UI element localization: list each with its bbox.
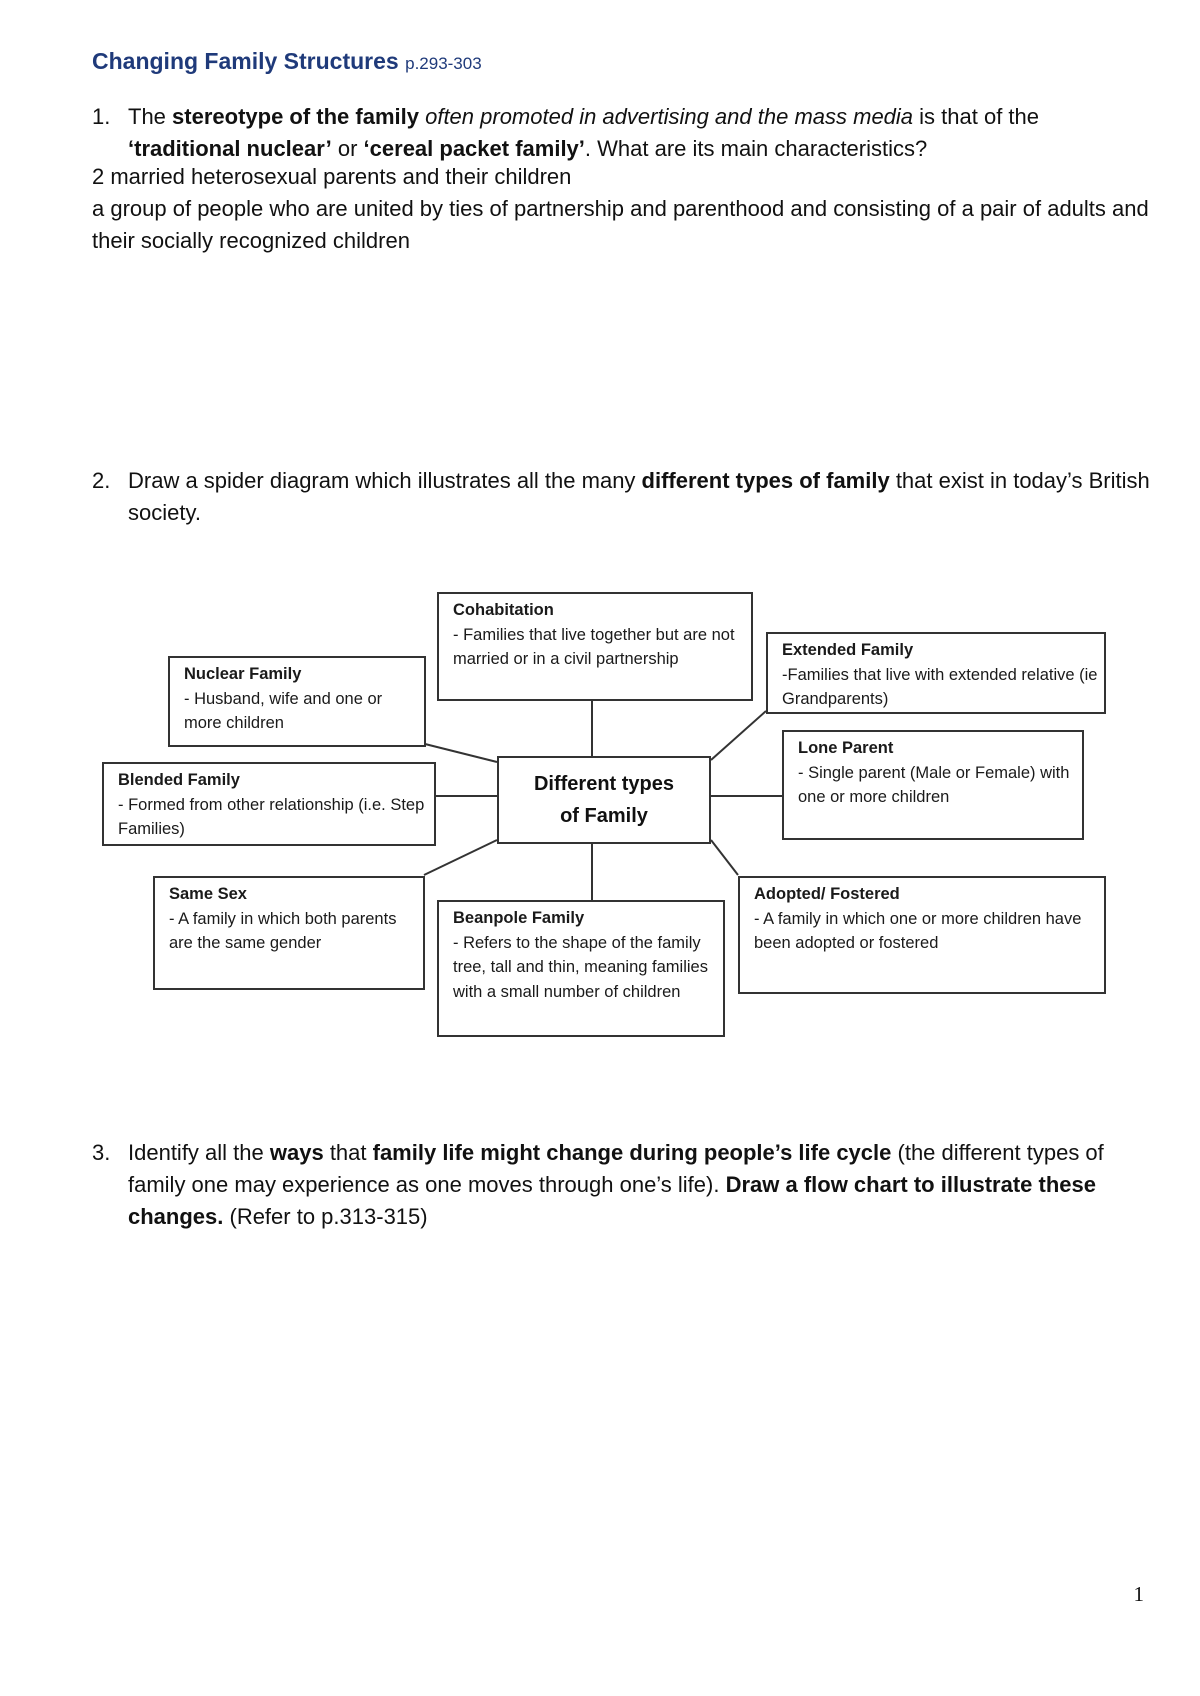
center-line: of Family xyxy=(560,805,648,827)
node-title: Blended Family xyxy=(118,771,240,789)
node-extended-family xyxy=(766,632,1106,714)
node-text: - Single parent (Male or Female) with one or more children xyxy=(798,763,1070,806)
text-run: (the different types of family one may experience as one moves through one’s life). xyxy=(128,1140,1104,1197)
node-blended-family xyxy=(102,762,436,846)
title-text: Changing Family Structures xyxy=(92,48,399,74)
node-title: Same Sex xyxy=(169,885,247,903)
node-title: Beanpole Family xyxy=(453,909,585,927)
question-number: 2. xyxy=(92,468,111,493)
node-text: - Refers to the shape of the family tree, tall and thin, meaning families with a small number of children xyxy=(453,933,708,1001)
text-run: Draw a spider diagram which illustrates all the many xyxy=(128,468,642,493)
text-run: that xyxy=(323,1140,373,1165)
node-text: - Formed from other relationship (i.e. Step Families) xyxy=(118,795,425,838)
question-3 xyxy=(92,1137,1152,1233)
center-line: Different types xyxy=(533,773,675,795)
bold-run: ways xyxy=(269,1140,324,1165)
italic-run: often promoted in advertising and the mass media xyxy=(418,104,914,129)
answer-line: 2 married heterosexual parents and their children xyxy=(92,164,572,189)
title-pages: p.293-303 xyxy=(405,54,482,73)
connector-adopted xyxy=(711,840,738,875)
node-title: Extended Family xyxy=(782,641,914,659)
answer-line: a group of people who are united by ties of partnership and parenthood and consisting of a pair of adults and their socially recognized children xyxy=(92,196,1149,253)
node-nuclear-family xyxy=(168,656,426,747)
node-title: Lone Parent xyxy=(798,739,894,757)
question-number: 3. xyxy=(92,1140,111,1165)
connector-extended xyxy=(711,711,766,760)
diagram-center-node xyxy=(497,756,711,844)
text-run: that exist in today’s British society. xyxy=(128,468,1150,525)
page-number: 1 xyxy=(1133,1582,1144,1606)
node-text: - Husband, wife and one or more children xyxy=(184,689,383,732)
bold-run: ‘traditional nuclear’ xyxy=(128,136,332,161)
node-beanpole-family xyxy=(437,900,725,1037)
node-title: Nuclear Family xyxy=(184,665,302,683)
question-number: 1. xyxy=(92,104,111,129)
text-run: (Refer to p.313-315) xyxy=(223,1204,428,1229)
text-run: . What are its main characteristics? xyxy=(584,136,928,161)
node-text: - A family in which both parents are the same gender xyxy=(169,909,397,952)
node-text: - A family in which one or more children have been adopted or fostered xyxy=(754,909,1082,952)
node-same-sex xyxy=(153,876,425,990)
node-title: Cohabitation xyxy=(453,601,554,619)
node-text: -Families that live with extended relative (ie Grandparents) xyxy=(782,665,1098,708)
bold-run: Draw a flow chart to illustrate these changes. xyxy=(128,1172,1097,1229)
text-run: is that of the xyxy=(913,104,1040,129)
bold-run: ‘cereal packet family’ xyxy=(363,136,585,161)
node-text: - Families that live together but are not married or in a civil partnership xyxy=(453,625,735,668)
text-run: The xyxy=(128,104,173,129)
bold-run: family life might change during people’s life cycle xyxy=(372,1140,892,1165)
text-run: or xyxy=(331,136,364,161)
node-title: Adopted/ Fostered xyxy=(754,885,900,903)
node-adopted-fostered xyxy=(738,876,1106,994)
bold-run: different types of family xyxy=(641,468,890,493)
connector-nuclear xyxy=(425,744,497,762)
text-run: Identify all the xyxy=(128,1140,270,1165)
node-lone-parent xyxy=(782,730,1084,840)
node-cohabitation xyxy=(437,592,753,701)
question-text xyxy=(128,1137,1152,1233)
bold-run: stereotype of the family xyxy=(172,104,419,129)
